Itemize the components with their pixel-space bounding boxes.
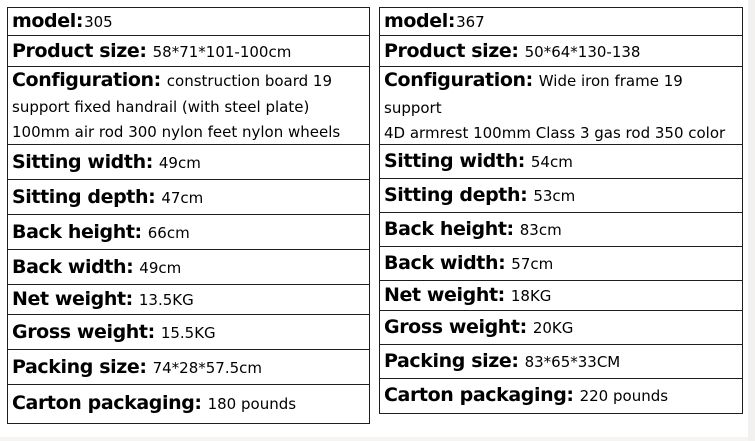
spec-row-packing-size xyxy=(380,345,742,379)
spec-value-sitting-depth: 53cm xyxy=(533,187,576,205)
spec-label-packing-size: Packing size: xyxy=(12,356,147,378)
spec-value-sitting-width: 54cm xyxy=(530,153,573,171)
spec-label-sitting-depth: Sitting depth: xyxy=(12,186,156,208)
spec-label-sitting-depth: Sitting depth: xyxy=(384,184,528,206)
spec-value-back-height: 66cm xyxy=(147,224,190,242)
spec-label-configuration: Configuration: xyxy=(12,69,161,91)
spec-value-sitting-depth: 47cm xyxy=(161,189,204,207)
spec-row-packing-size xyxy=(8,350,369,385)
spec-row-sitting-width xyxy=(380,145,742,179)
spec-row-configuration xyxy=(8,67,369,145)
spec-row-configuration xyxy=(380,67,742,145)
spec-row-back-width xyxy=(8,250,369,285)
page-edge-strip-bottom xyxy=(0,437,748,441)
spec-value-product-size: 50*64*130-138 xyxy=(524,43,641,61)
spec-label-sitting-width: Sitting width: xyxy=(12,151,153,173)
spec-label-net-weight: Net weight: xyxy=(384,284,505,306)
spec-row-carton-packaging xyxy=(8,385,369,423)
spec-value-back-width: 49cm xyxy=(139,259,182,277)
spec-value-model: 305 xyxy=(84,13,113,31)
spec-value-net-weight: 13.5KG xyxy=(138,291,194,309)
spec-value-net-weight: 18KG xyxy=(510,287,552,305)
spec-value-gross-weight: 15.5KG xyxy=(160,324,216,342)
spec-row-carton-packaging xyxy=(380,379,742,413)
spec-label-gross-weight: Gross weight: xyxy=(384,316,527,338)
spec-label-sitting-width: Sitting width: xyxy=(384,150,525,172)
spec-row-product-size xyxy=(380,36,742,67)
spec-label-back-height: Back height: xyxy=(12,221,142,243)
spec-label-product-size: Product size: xyxy=(384,40,519,62)
spec-label-model: model: xyxy=(12,10,84,32)
spec-value-configuration-line1: Wide iron frame 19 support xyxy=(384,72,683,117)
spec-row-back-height xyxy=(380,213,742,247)
spec-value-back-width: 57cm xyxy=(511,255,554,273)
spec-label-carton-packaging: Carton packaging: xyxy=(384,384,574,406)
spec-label-back-height: Back height: xyxy=(384,218,514,240)
spec-value-carton-packaging: 220 pounds xyxy=(579,387,669,405)
spec-value-configuration-line3: 100mm air rod 300 nylon feet nylon wheels xyxy=(12,123,341,141)
spec-value-model: 367 xyxy=(456,13,485,31)
spec-label-gross-weight: Gross weight: xyxy=(12,321,155,343)
spec-value-carton-packaging: 180 pounds xyxy=(207,395,297,413)
spec-value-configuration-line1: construction board 19 xyxy=(166,72,333,90)
spec-label-product-size: Product size: xyxy=(12,40,147,62)
spec-row-back-width xyxy=(380,247,742,281)
spec-row-model xyxy=(8,8,369,36)
spec-label-back-width: Back width: xyxy=(12,256,134,278)
spec-row-sitting-width xyxy=(8,145,369,180)
spec-label-carton-packaging: Carton packaging: xyxy=(12,392,202,414)
spec-row-model xyxy=(380,8,742,36)
spec-table-model-367 xyxy=(379,7,743,414)
spec-row-back-height xyxy=(8,215,369,250)
spec-label-net-weight: Net weight: xyxy=(12,288,133,310)
spec-value-gross-weight: 20KG xyxy=(532,319,574,337)
page-edge-strip-right xyxy=(748,0,755,441)
spec-value-sitting-width: 49cm xyxy=(158,154,201,172)
spec-value-configuration-line2: 4D armrest 100mm Class 3 gas rod 350 color xyxy=(384,124,726,142)
spec-value-configuration-line2: support fixed handrail (with steel plate) xyxy=(12,97,310,116)
spec-label-model: model: xyxy=(384,10,456,32)
spec-value-packing-size: 83*65*33CM xyxy=(524,353,621,371)
spec-row-sitting-depth xyxy=(8,180,369,215)
spec-label-back-width: Back width: xyxy=(384,252,506,274)
spec-value-back-height: 83cm xyxy=(519,221,562,239)
spec-label-packing-size: Packing size: xyxy=(384,350,519,372)
spec-row-gross-weight xyxy=(8,315,369,350)
spec-row-sitting-depth xyxy=(380,179,742,213)
spec-row-net-weight xyxy=(8,285,369,315)
spec-label-configuration: Configuration: xyxy=(384,69,533,91)
spec-table-model-305 xyxy=(7,7,370,424)
spec-value-packing-size: 74*28*57.5cm xyxy=(152,359,262,377)
spec-row-product-size xyxy=(8,36,369,67)
spec-row-gross-weight xyxy=(380,311,742,345)
spec-value-product-size: 58*71*101-100cm xyxy=(152,43,292,61)
spec-row-net-weight xyxy=(380,281,742,311)
